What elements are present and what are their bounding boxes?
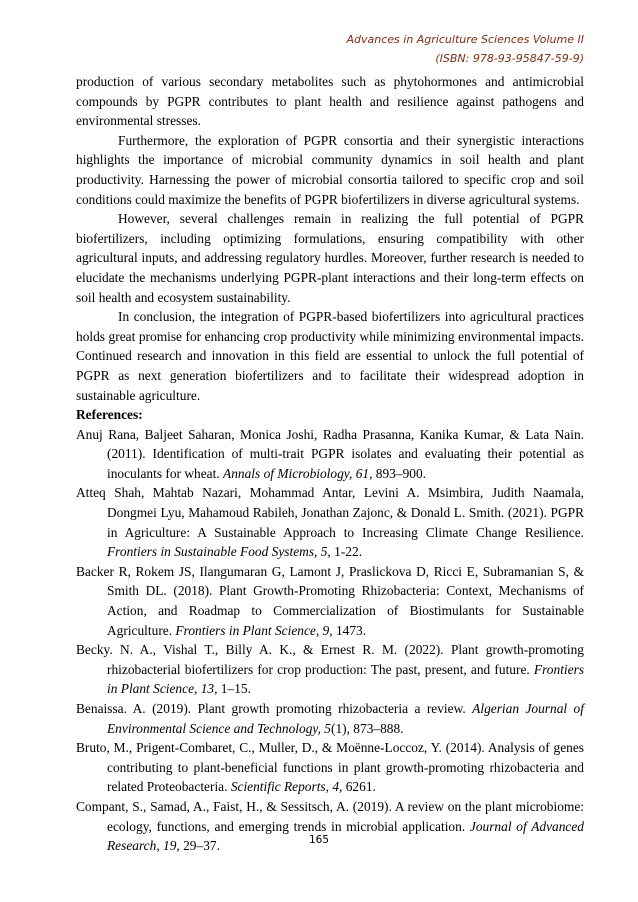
reference-source: Frontiers in Plant Science, 13, bbox=[107, 661, 584, 697]
reference-text: Bruto, M., Prigent-Combaret, C., Muller, D., & Moënne-Loccoz, Y. (2014). Analysis of genes contributing to plant-beneficial functions in plant growth-promoting rhizobacteria and related Proteobacteria. bbox=[76, 740, 584, 795]
reference-item bbox=[76, 797, 584, 856]
reference-source: Scientific Reports, 4, bbox=[230, 779, 343, 795]
reference-pages: 29–37. bbox=[179, 838, 220, 854]
header-volume-title: Advances in Agriculture Sciences Volume II bbox=[346, 33, 584, 46]
reference-source: Frontiers in Plant Science, 9, bbox=[175, 622, 333, 638]
reference-pages: 1473. bbox=[332, 622, 367, 638]
reference-item bbox=[76, 425, 584, 484]
reference-text: Backer R, Rokem JS, Ilangumaran G, Lamont J, Praslickova D, Ricci E, Subramanian S, & Smith DL. (2018). Plant Growth-Promoting Rhizobacteria: Context, Mechanisms of Action, and Roadmap to Commercialization of Biostimulants for Sustainable Agriculture. bbox=[76, 563, 584, 638]
reference-item bbox=[76, 483, 584, 561]
references-heading: References: bbox=[76, 407, 143, 423]
reference-item bbox=[76, 738, 584, 797]
reference-text: Compant, S., Samad, A., Faist, H., & Sessitsch, A. (2019). A review on the plant microbiome: ecology, functions, and emerging trends in microbial application. bbox=[76, 798, 584, 834]
reference-pages: (1), 873–888. bbox=[331, 720, 404, 736]
body-paragraph: production of various secondary metabolites such as phytohormones and antimicrobial compounds by PGPR contributes to plant health and resilience against pathogens and environmental stresses. bbox=[76, 74, 584, 129]
reference-pages: 1–15. bbox=[217, 681, 251, 697]
reference-source: Journal of Advanced Research, 19, bbox=[107, 818, 584, 854]
reference-item bbox=[76, 699, 584, 738]
reference-pages: 893–900. bbox=[372, 465, 426, 481]
reference-list bbox=[76, 425, 584, 856]
reference-source: Algerian Journal of Environmental Science and Technology, 5 bbox=[107, 701, 584, 736]
reference-pages: 6261. bbox=[342, 779, 376, 795]
reference-source: Annals of Microbiology, 61, bbox=[223, 465, 373, 481]
reference-item bbox=[76, 640, 584, 699]
body-paragraph: Furthermore, the exploration of PGPR consortia and their synergistic interactions highlights the importance of microbial community dynamics in soil health and plant productivity. Harnessing the power of microbial consortia tailored to specific crop and soil conditions could maximize the benefits of PGPR biofertilizers in diverse agricultural systems. bbox=[76, 132, 584, 207]
page-number: 165 bbox=[308, 834, 330, 846]
body-paragraph: In conclusion, the integration of PGPR-based biofertilizers into agricultural practices holds great promise for enhancing crop productivity while minimizing environmental impacts. Continued research and innovation in this field are essential to unlock the full potential of PGPR as next generation biofertilizers and to facilitate their widespread adoption in sustainable agriculture. bbox=[76, 309, 584, 403]
reference-item bbox=[76, 562, 584, 640]
body-paragraph: However, several challenges remain in realizing the full potential of PGPR biofertilizers, including optimizing formulations, ensuring compatibility with other agricultural inputs, and addressing regulatory hurdles. Moreover, further research is needed to elucidate the mechanisms underlying PGPR-plant interactions and their long-term effects on soil health and ecosystem sustainability. bbox=[76, 211, 584, 305]
reference-text: Atteq Shah, Mahtab Nazari, Mohammad Antar, Levini A. Msimbira, Judith Naamala, Dongmei Lyu, Mahamoud Rabileh, Jonathan Zajonc, & Donald L. Smith. (2021). PGPR in Agriculture: A Sustainable Approach to Increasing Climate Change Resilience. bbox=[76, 485, 584, 540]
page-body bbox=[76, 72, 584, 856]
reference-text: Anuj Rana, Baljeet Saharan, Monica Joshi, Radha Prasanna, Kanika Kumar, & Lata Nain. (2011). Identification of multi-trait PGPR isolates and evaluating their potential as inoculants for wheat. bbox=[76, 426, 584, 481]
header-isbn: (ISBN: 978-93-95847-59-9) bbox=[435, 52, 584, 65]
running-header bbox=[184, 30, 584, 68]
reference-source: Frontiers in Sustainable Food Systems, 5, bbox=[107, 544, 331, 560]
reference-text: Benaissa. A. (2019). Plant growth promoting rhizobacteria a review. bbox=[76, 701, 473, 716]
reference-text: Becky. N. A., Vishal T., Billy A. K., & Ernest R. M. (2022). Plant growth-promoting rhizobacterial biofertilizers for crop production: The past, present, and future. bbox=[76, 642, 584, 677]
reference-pages: 1-22. bbox=[330, 544, 363, 560]
